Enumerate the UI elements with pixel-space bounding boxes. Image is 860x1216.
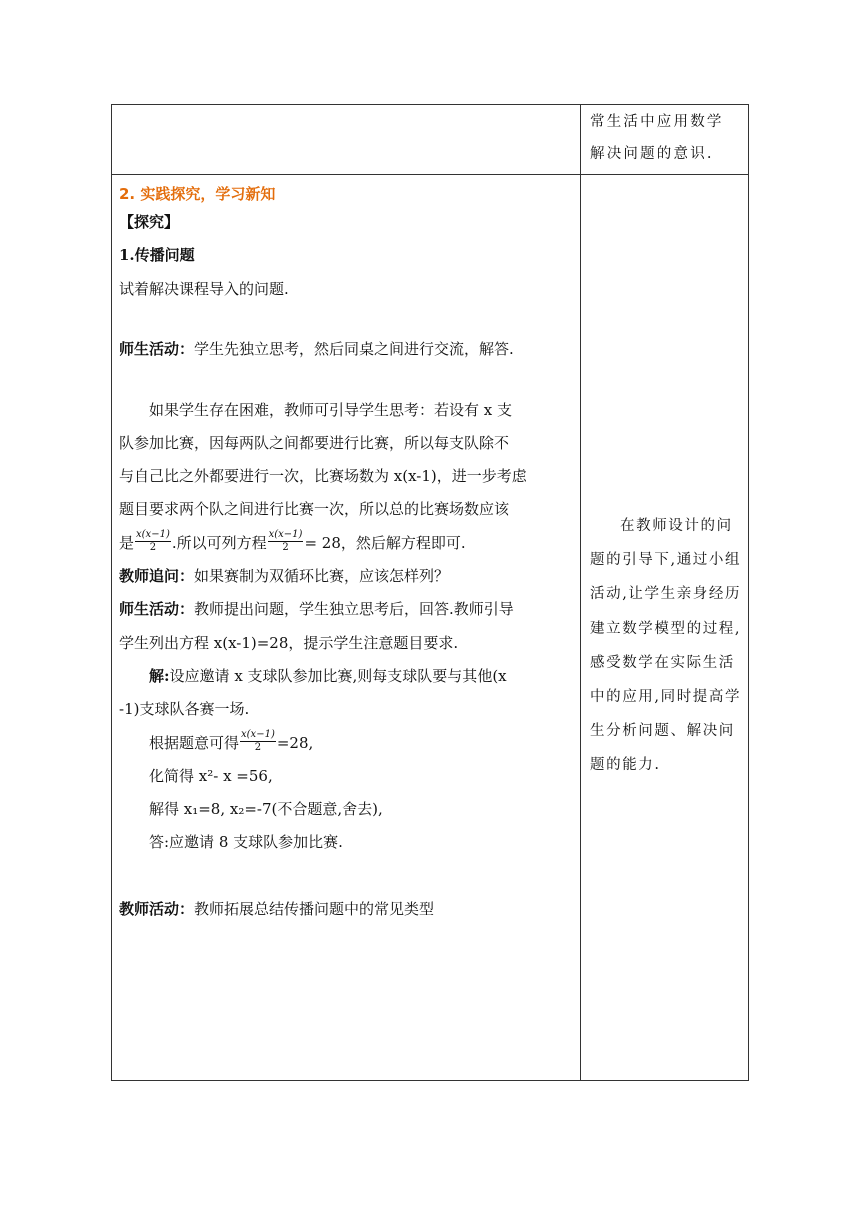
- paragraph-line: [119, 527, 574, 560]
- activity-text: 教师拓展总结传播问题中的常见类型: [194, 899, 435, 918]
- fraction-denominator: 2: [149, 542, 157, 554]
- followup-label: 教师追问：: [119, 567, 195, 586]
- activity-line: [119, 893, 574, 926]
- solution-text: 设应邀请 x 支球队参加比赛,则每支球队要与其他(x: [169, 666, 507, 685]
- text-span: = 28，然后解方程即可.: [304, 533, 466, 552]
- design-intent-cell: [581, 105, 749, 175]
- fraction-numerator: x(x−1): [241, 729, 275, 741]
- text-span: =28,: [276, 733, 314, 752]
- paragraph-line: 如果学生存在困难，教师可引导学生思考：若设有 x 支: [149, 400, 512, 419]
- fraction-denominator: 2: [254, 742, 262, 754]
- note-line: 常生活中应用数学: [590, 114, 724, 130]
- activity-label: 师生活动：: [119, 600, 195, 619]
- step-line: 答:应邀请 8 支球队参加比赛.: [149, 833, 343, 852]
- solution-line: [119, 660, 574, 693]
- fraction: [240, 729, 276, 754]
- activity-line: [119, 593, 574, 626]
- paragraph-line: 学生列出方程 x(x-1)=28，提示学生注意题目要求.: [119, 633, 459, 652]
- lesson-table: [111, 104, 749, 1081]
- paragraph-line: 与自己比之外都要进行一次，比赛场数为 x(x-1)，进一步考虑: [119, 467, 527, 486]
- step-line: 解得 x₁=8, x₂=-7(不合题意,舍去),: [149, 800, 383, 819]
- fraction-denominator: 2: [282, 542, 289, 554]
- fraction: [268, 529, 304, 554]
- followup-line: [119, 560, 574, 593]
- fraction-numerator: x(x−1): [136, 529, 170, 541]
- intro-text: 试着解决课程导入的问题.: [119, 280, 289, 298]
- solution-label: 解:: [149, 666, 170, 685]
- table-row: [112, 105, 749, 175]
- explore-label: 【探究】: [119, 213, 180, 231]
- empty-cell: [112, 105, 581, 175]
- note-line: 解决问题的意识.: [590, 146, 714, 162]
- design-intent-cell: [581, 175, 749, 1081]
- table-row: [112, 175, 749, 1081]
- activity-text: 教师提出问题，学生独立思考后，回答.教师引导: [194, 600, 514, 619]
- activity-text: 学生先独立思考，然后同桌之间进行交流，解答.: [194, 340, 514, 359]
- step-line: 化简得 x²- x =56,: [149, 766, 273, 785]
- paragraph-line: 题目要求两个队之间进行比赛一次，所以总的比赛场数应该: [119, 500, 510, 519]
- fraction: [135, 529, 171, 554]
- activity-label: 师生活动：: [119, 340, 195, 359]
- section-heading: 2. 实践探究，学习新知: [119, 185, 276, 203]
- text-span: 是: [119, 533, 135, 552]
- fraction-numerator: x(x−1): [268, 529, 303, 541]
- text-span: .所以可列方程: [171, 533, 267, 552]
- activity-label: 教师活动：: [119, 899, 195, 918]
- step-line: [119, 727, 574, 760]
- text-span: 根据题意可得: [149, 733, 240, 752]
- followup-text: 如果赛制为双循环比赛，应该怎样列？: [194, 567, 450, 586]
- design-intent-text: 在教师设计的问题的引导下,通过小组活动,让学生亲身经历建立数学模型的过程,感受数学在实际生活中的应用,同时提高学生分析问题、解决问题的能力.: [590, 518, 742, 774]
- paragraph-line: 队参加比赛，因每两队之间都要进行比赛，所以每支队除不: [119, 433, 510, 452]
- sub-heading: 1.传播问题: [119, 246, 195, 264]
- activity-line: [119, 333, 574, 366]
- teaching-process-cell: [112, 175, 581, 1081]
- solution-line: -1)支球队各赛一场.: [119, 700, 250, 719]
